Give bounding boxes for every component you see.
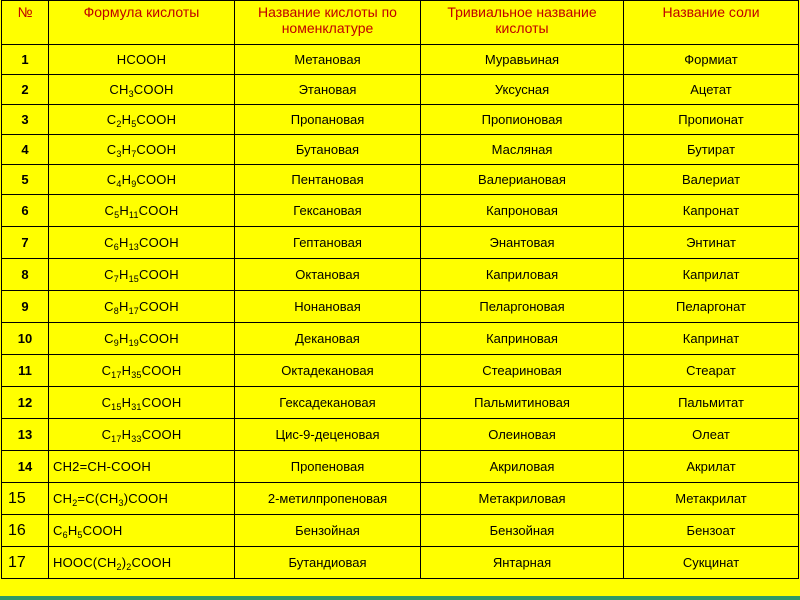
row-number: 3 [2, 105, 49, 135]
trivial-name: Масляная [421, 135, 624, 165]
formula-text: )COOH [123, 491, 169, 506]
salt-name: Валериат [624, 165, 799, 195]
trivial-name: Каприловая [421, 259, 624, 291]
formula-text: COOH [141, 395, 182, 410]
salt-name: Энтинат [624, 227, 799, 259]
formula-text: C [104, 203, 115, 218]
salt-name: Пеларгонат [624, 291, 799, 323]
systematic-name: Бутановая [235, 135, 421, 165]
acid-formula [49, 355, 235, 387]
formula-subscript: 17 [111, 370, 122, 380]
acid-formula [49, 75, 235, 105]
table-row [2, 355, 799, 387]
trivial-name: Стеариновая [421, 355, 624, 387]
formula-subscript: 35 [131, 370, 142, 380]
trivial-name: Каприновая [421, 323, 624, 355]
table-header-row [2, 1, 799, 45]
formula-subscript: 2 [116, 119, 122, 129]
carboxylic-acids-table [1, 0, 799, 579]
acid-formula [49, 387, 235, 419]
systematic-name: Этановая [235, 75, 421, 105]
acid-formula [49, 323, 235, 355]
formula-subscript: 7 [113, 274, 119, 284]
row-number: 16 [2, 515, 49, 547]
formula-subscript: 5 [114, 210, 120, 220]
formula-text: =C(CH [77, 491, 119, 506]
acid-formula [49, 105, 235, 135]
systematic-name: Пропановая [235, 105, 421, 135]
formula-text: C [53, 523, 63, 538]
row-number: 8 [2, 259, 49, 291]
formula-subscript: 6 [113, 242, 119, 252]
table-row [2, 419, 799, 451]
formula-subscript: 4 [116, 179, 122, 189]
formula-subscript: 3 [118, 498, 124, 508]
formula-subscript: 33 [131, 434, 142, 444]
salt-name: Ацетат [624, 75, 799, 105]
formula-text: COOH [139, 267, 179, 282]
formula-text: COOH [82, 523, 123, 538]
formula-subscript: 17 [111, 434, 122, 444]
salt-name: Метакрилат [624, 483, 799, 515]
formula-text: ) [121, 555, 127, 570]
formula-text: COOH [141, 427, 182, 442]
row-number: 5 [2, 165, 49, 195]
formula-subscript: 13 [128, 242, 139, 252]
acid-formula [49, 291, 235, 323]
trivial-name: Энантовая [421, 227, 624, 259]
formula-text: COOH [136, 112, 177, 127]
formula-subscript: 8 [113, 306, 119, 316]
formula-subscript: 2 [116, 562, 122, 572]
salt-name: Формиат [624, 45, 799, 75]
salt-name: Капринат [624, 323, 799, 355]
formula-text: C [101, 363, 112, 378]
header-formula: Формула кислоты [49, 1, 235, 45]
formula-text: H [118, 235, 129, 250]
row-number: 6 [2, 195, 49, 227]
formula-text: COOH [136, 142, 177, 157]
systematic-name: Цис-9-деценовая [235, 419, 421, 451]
formula-text: HCOOH [116, 52, 167, 67]
formula-subscript: 19 [128, 338, 139, 348]
formula-subscript: 7 [131, 149, 137, 159]
bottom-strip [0, 596, 800, 600]
acid-formula [49, 45, 235, 75]
acid-formula [49, 419, 235, 451]
table-row [2, 387, 799, 419]
formula-text: COOH [139, 331, 179, 346]
row-number: 2 [2, 75, 49, 105]
acid-formula [49, 227, 235, 259]
formula-text: C [101, 427, 112, 442]
acid-formula [49, 515, 235, 547]
formula-text: COOH [138, 203, 179, 218]
row-number: 17 [2, 547, 49, 579]
row-number: 12 [2, 387, 49, 419]
systematic-name: Декановая [235, 323, 421, 355]
formula-subscript: 9 [131, 179, 137, 189]
systematic-name: Октановая [235, 259, 421, 291]
formula-subscript: 15 [128, 274, 139, 284]
formula-text: COOH [141, 363, 182, 378]
trivial-name: Олеиновая [421, 419, 624, 451]
formula-text: C [104, 235, 114, 250]
trivial-name: Пеларгоновая [421, 291, 624, 323]
salt-name: Капронат [624, 195, 799, 227]
row-number: 9 [2, 291, 49, 323]
row-number: 4 [2, 135, 49, 165]
salt-name: Акрилат [624, 451, 799, 483]
row-number: 14 [2, 451, 49, 483]
header-systematic-name: Название кислоты по номенклатуре [235, 1, 421, 45]
formula-text: H [121, 427, 132, 442]
salt-name: Каприлат [624, 259, 799, 291]
acid-formula [49, 483, 235, 515]
table-row [2, 45, 799, 75]
formula-subscript: 5 [77, 530, 83, 540]
acid-formula [49, 165, 235, 195]
formula-subscript: 3 [116, 149, 122, 159]
trivial-name: Акриловая [421, 451, 624, 483]
systematic-name: Гептановая [235, 227, 421, 259]
trivial-name: Муравьиная [421, 45, 624, 75]
trivial-name: Янтарная [421, 547, 624, 579]
systematic-name: Октадекановая [235, 355, 421, 387]
acid-formula [49, 451, 235, 483]
formula-text: H [121, 112, 132, 127]
salt-name: Пропионат [624, 105, 799, 135]
formula-text: C [101, 395, 112, 410]
systematic-name: Гексадекановая [235, 387, 421, 419]
formula-text: COOH [139, 235, 179, 250]
salt-name: Бензоат [624, 515, 799, 547]
formula-subscript: 17 [128, 306, 139, 316]
formula-text: COOH [131, 555, 172, 570]
trivial-name: Метакриловая [421, 483, 624, 515]
table-row [2, 165, 799, 195]
formula-subscript: 3 [128, 89, 134, 99]
table-row [2, 323, 799, 355]
systematic-name: Бутандиовая [235, 547, 421, 579]
formula-text: H [121, 142, 132, 157]
formula-text: C [106, 172, 117, 187]
table-row [2, 227, 799, 259]
table-row [2, 515, 799, 547]
formula-text: H [119, 203, 129, 218]
row-number: 11 [2, 355, 49, 387]
salt-name: Бутират [624, 135, 799, 165]
trivial-name: Бензойная [421, 515, 624, 547]
formula-text: CH2=CH-COOH [53, 459, 151, 474]
formula-text: H [118, 299, 129, 314]
trivial-name: Пропионовая [421, 105, 624, 135]
formula-subscript: 2 [72, 498, 78, 508]
systematic-name: Бензойная [235, 515, 421, 547]
systematic-name: Пентановая [235, 165, 421, 195]
formula-text: C [104, 331, 114, 346]
formula-text: C [104, 299, 114, 314]
systematic-name: Гексановая [235, 195, 421, 227]
header-trivial-name: Тривиальное название кислоты [421, 1, 624, 45]
trivial-name: Валериановая [421, 165, 624, 195]
formula-text: COOH [139, 299, 179, 314]
formula-text: H [67, 523, 78, 538]
acid-formula [49, 547, 235, 579]
formula-text: C [106, 142, 117, 157]
table-body [2, 45, 799, 579]
systematic-name: Нонановая [235, 291, 421, 323]
formula-subscript: 6 [62, 530, 68, 540]
formula-text: H [118, 331, 129, 346]
formula-text: C [106, 112, 117, 127]
formula-text: H [118, 267, 129, 282]
formula-subscript: 31 [131, 402, 142, 412]
formula-subscript: 11 [128, 210, 139, 220]
table-row [2, 135, 799, 165]
table-row [2, 291, 799, 323]
table-row [2, 195, 799, 227]
acid-formula [49, 135, 235, 165]
trivial-name: Капроновая [421, 195, 624, 227]
salt-name: Олеат [624, 419, 799, 451]
table-row [2, 259, 799, 291]
header-number: № [2, 1, 49, 45]
table-row [2, 547, 799, 579]
systematic-name: Метановая [235, 45, 421, 75]
systematic-name: Пропеновая [235, 451, 421, 483]
row-number: 13 [2, 419, 49, 451]
formula-text: H [121, 363, 132, 378]
salt-name: Сукцинат [624, 547, 799, 579]
trivial-name: Уксусная [421, 75, 624, 105]
formula-subscript: 15 [111, 402, 122, 412]
table-row [2, 483, 799, 515]
table-row [2, 75, 799, 105]
acid-formula [49, 259, 235, 291]
trivial-name: Пальмитиновая [421, 387, 624, 419]
row-number: 15 [2, 483, 49, 515]
formula-subscript: 2 [126, 562, 132, 572]
formula-text: H [121, 172, 132, 187]
formula-subscript: 5 [131, 119, 137, 129]
table-row [2, 451, 799, 483]
formula-text: CH [53, 491, 73, 506]
formula-text: COOH [136, 172, 177, 187]
formula-subscript: 9 [113, 338, 119, 348]
acid-formula [49, 195, 235, 227]
salt-name: Пальмитат [624, 387, 799, 419]
systematic-name: 2-метилпропеновая [235, 483, 421, 515]
table-row [2, 105, 799, 135]
row-number: 10 [2, 323, 49, 355]
salt-name: Стеарат [624, 355, 799, 387]
header-salt-name: Название соли [624, 1, 799, 45]
formula-text: COOH [133, 82, 174, 97]
formula-text: H [121, 395, 132, 410]
formula-text: HOOC(CH [53, 555, 117, 570]
row-number: 7 [2, 227, 49, 259]
formula-text: C [104, 267, 114, 282]
formula-text: CH [109, 82, 129, 97]
row-number: 1 [2, 45, 49, 75]
